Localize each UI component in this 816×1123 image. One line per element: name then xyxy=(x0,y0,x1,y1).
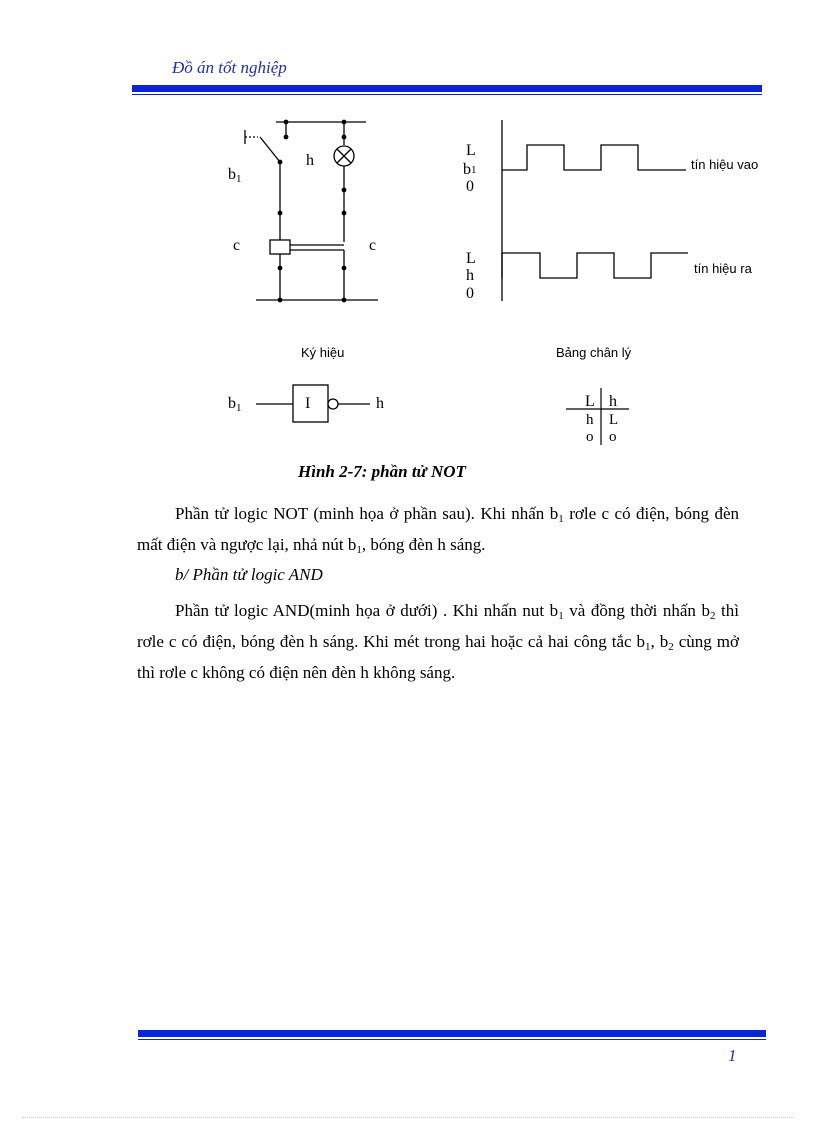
timing-output-0: 0 xyxy=(466,285,474,302)
truth-table-r1c2: L xyxy=(609,412,619,428)
timing-input-0: 0 xyxy=(466,178,474,195)
junction-dot xyxy=(342,211,347,216)
timing-input-L: L xyxy=(466,142,476,159)
section-subheading-and: b/ Phần tử logic AND xyxy=(175,565,323,584)
timing-output-L: L xyxy=(466,250,476,267)
junction-dot xyxy=(278,266,283,271)
relay-circuit-diagram xyxy=(245,122,378,300)
junction-dot xyxy=(284,135,289,140)
junction-dot xyxy=(342,135,347,140)
circuit-junction-dots xyxy=(278,120,347,303)
junction-dot xyxy=(284,120,289,125)
truth-table-r2c1: o xyxy=(586,429,594,445)
figure-caption: Hình 2-7: phần tử NOT xyxy=(298,462,466,481)
truth-table-r2c2: o xyxy=(609,429,617,445)
circuit-label-h: h xyxy=(306,152,314,169)
junction-dot xyxy=(342,188,347,193)
figure-not-element xyxy=(0,0,816,460)
timing-input-b1: b1 xyxy=(463,161,477,178)
truth-table-r1c1: h xyxy=(586,412,594,428)
symbol-gate-text: I xyxy=(305,395,311,412)
truth-table-header-h: h xyxy=(609,393,617,410)
output-signal-waveform xyxy=(502,253,688,278)
circuit-label-c-left: c xyxy=(233,237,241,254)
timing-output-caption: tín hiệu ra xyxy=(694,261,752,276)
running-header-title: Đồ án tốt nghiệp xyxy=(172,58,287,77)
symbol-output-h: h xyxy=(376,395,384,412)
junction-dot xyxy=(278,160,283,165)
junction-dot xyxy=(342,298,347,303)
junction-dot xyxy=(278,211,283,216)
circuit-label-b1: b1 xyxy=(228,166,242,185)
page-edge-divider xyxy=(22,1117,794,1118)
timing-input-caption: tín hiệu vao xyxy=(691,157,759,172)
circuit-label-c-right: c xyxy=(369,237,377,254)
timing-diagram xyxy=(502,120,688,301)
footer-rule xyxy=(138,1030,766,1037)
not-gate-symbol xyxy=(256,385,370,422)
symbol-input-b1: b1 xyxy=(228,395,242,414)
timing-output-h: h xyxy=(466,267,474,284)
truth-table-lines xyxy=(566,388,629,445)
page-number: 1 xyxy=(728,1046,737,1065)
truth-table-header-L: L xyxy=(585,393,595,410)
paragraph-and-logic: Phần tử logic AND(minh họa ở dưới) . Khi nhấn nut $b_1$ và đồng thời nhấn $b_2$ thì rơle c có điện, bóng đèn h sáng. Khi mét trong hai hoặc cả hai công tắc $b_1$, $b_2$ cùng mở thì rơle c không có điện nên đèn h không sáng. xyxy=(137,601,740,682)
junction-dot xyxy=(342,120,347,125)
truth-table-heading: Bảng chân lý xyxy=(556,345,632,360)
paragraph-not-logic: Phần tử logic NOT (minh họa ở phần sau). Khi nhấn $b_1$ rơle c có điện, bóng đèn mất điện và ngược lại, nhả nút $b_1$, bóng đèn h sáng. xyxy=(137,504,739,556)
symbol-heading: Ký hiệu xyxy=(301,345,345,360)
junction-dot xyxy=(342,266,347,271)
junction-dot xyxy=(278,298,283,303)
input-signal-waveform xyxy=(502,145,686,170)
